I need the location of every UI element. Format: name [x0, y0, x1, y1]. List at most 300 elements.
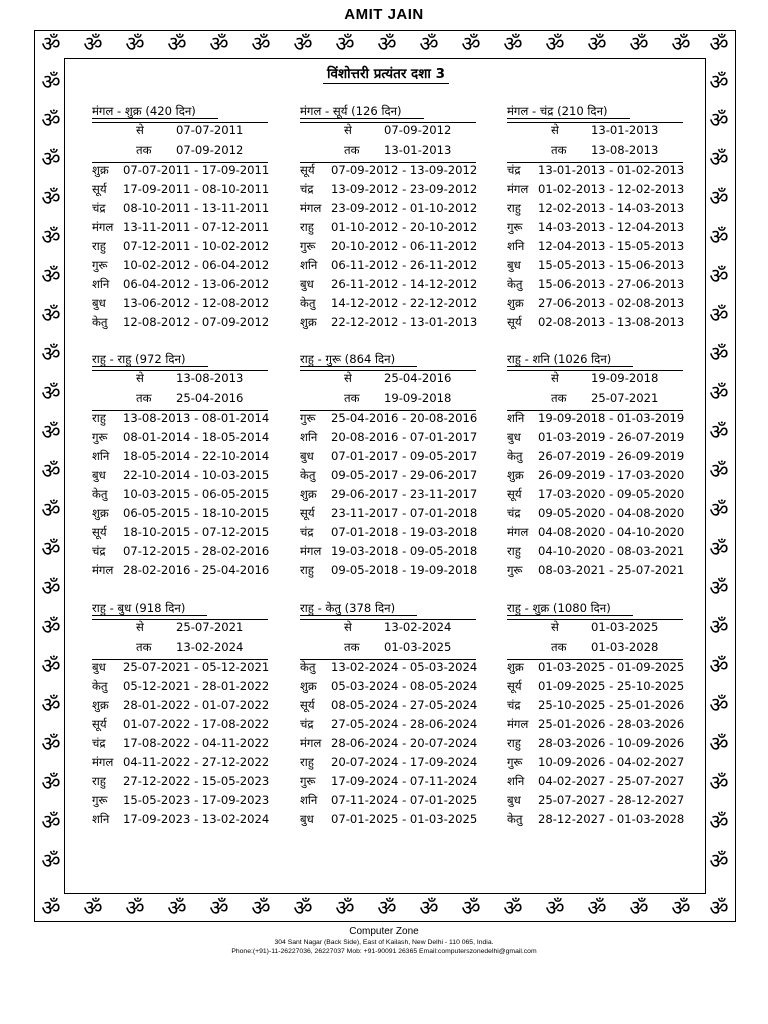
from-row — [136, 620, 243, 635]
period-dates: 17-09-2024 - 07-11-2024 — [331, 774, 478, 788]
planet-name: गुरू — [507, 755, 523, 769]
om-symbol-bottom: ॐ — [629, 896, 649, 920]
planet-name: मंगल — [92, 220, 114, 234]
from-row-date: 01-03-2025 — [591, 620, 659, 634]
period-dates: 13-09-2012 - 23-09-2012 — [331, 182, 478, 196]
period-row — [92, 563, 269, 578]
om-symbol-bottom: ॐ — [709, 896, 729, 920]
period-dates: 07-01-2025 - 01-03-2025 — [331, 812, 478, 826]
from-row-date: 13-02-2024 — [384, 620, 452, 634]
to-row-label: तक — [344, 391, 360, 405]
period-row — [92, 793, 269, 808]
divider-line — [300, 122, 476, 123]
from-row-label: से — [136, 620, 144, 634]
period-row — [92, 430, 269, 445]
om-symbol-bottom: ॐ — [503, 896, 523, 920]
from-row — [551, 123, 658, 138]
block-title — [92, 601, 207, 616]
period-row — [300, 525, 477, 540]
period-row — [507, 525, 684, 540]
om-symbol-left: ॐ — [41, 342, 61, 366]
to-row — [551, 143, 658, 158]
from-row — [344, 371, 451, 386]
period-dates: 12-04-2013 - 15-05-2013 — [538, 239, 685, 253]
period-dates: 14-03-2013 - 12-04-2013 — [538, 220, 685, 234]
divider-line — [300, 619, 476, 620]
period-dates: 15-05-2023 - 17-09-2023 — [123, 793, 270, 807]
to-row-date: 25-07-2021 — [591, 391, 659, 405]
om-symbol-right: ॐ — [709, 420, 729, 444]
period-row — [300, 296, 477, 311]
period-row — [507, 544, 684, 559]
period-row — [300, 277, 477, 292]
planet-name: शनि — [92, 277, 110, 291]
planet-name: गुरू — [507, 563, 523, 577]
period-row — [507, 296, 684, 311]
to-row-label: तक — [136, 143, 152, 157]
block-title — [300, 352, 417, 367]
period-dates: 19-09-2018 - 01-03-2019 — [538, 411, 685, 425]
period-dates: 08-01-2014 - 18-05-2014 — [123, 430, 270, 444]
to-row-date: 13-02-2024 — [176, 640, 244, 654]
period-dates: 10-09-2026 - 04-02-2027 — [538, 755, 685, 769]
block-title — [300, 601, 417, 616]
om-symbol-bottom: ॐ — [587, 896, 607, 920]
period-row — [300, 544, 477, 559]
period-dates: 01-07-2022 - 17-08-2022 — [123, 717, 270, 731]
om-symbol-bottom: ॐ — [251, 896, 271, 920]
period-dates: 26-07-2019 - 26-09-2019 — [538, 449, 685, 463]
planet-name: बुध — [92, 660, 106, 674]
period-row — [300, 411, 477, 426]
period-row — [507, 717, 684, 732]
period-row — [507, 506, 684, 521]
om-symbol-top: ॐ — [503, 32, 523, 56]
to-row — [344, 391, 451, 406]
planet-name: चंद्र — [92, 201, 106, 215]
period-dates: 28-01-2022 - 01-07-2022 — [123, 698, 270, 712]
planet-name: केतु — [507, 449, 523, 463]
planet-name: सूर्य — [300, 506, 315, 520]
period-row — [300, 563, 477, 578]
om-symbol-bottom: ॐ — [545, 896, 565, 920]
document-heading — [306, 64, 466, 82]
om-symbol-top: ॐ — [587, 32, 607, 56]
planet-name: शनि — [300, 258, 318, 272]
om-symbol-bottom: ॐ — [293, 896, 313, 920]
planet-name: शनि — [507, 411, 525, 425]
period-dates: 27-06-2013 - 02-08-2013 — [538, 296, 685, 310]
om-symbol-left: ॐ — [41, 576, 61, 600]
om-symbol-top: ॐ — [419, 32, 439, 56]
planet-name: गुरू — [300, 774, 316, 788]
planet-name: शुक्र — [300, 315, 317, 329]
period-row — [300, 487, 477, 502]
planet-name: मंगल — [300, 544, 322, 558]
to-row-label: तक — [551, 640, 567, 654]
block-title-text: मंगल - शुक्र (420 दिन) — [92, 104, 218, 119]
planet-name: राहु — [300, 755, 314, 769]
om-symbol-right: ॐ — [709, 303, 729, 327]
om-symbol-bottom: ॐ — [41, 896, 61, 920]
period-row — [92, 239, 269, 254]
planet-name: चंद्र — [92, 736, 106, 750]
planet-name: गुरू — [300, 239, 316, 253]
period-row — [92, 201, 269, 216]
from-row-date: 19-09-2018 — [591, 371, 659, 385]
period-dates: 06-11-2012 - 26-11-2012 — [331, 258, 478, 272]
divider-line — [300, 370, 476, 371]
block-title-text: राहु - केतु (378 दिन) — [300, 601, 417, 616]
planet-name: सूर्य — [507, 679, 522, 693]
period-dates: 25-07-2021 - 05-12-2021 — [123, 660, 270, 674]
planet-name: गुरू — [92, 793, 108, 807]
om-symbol-left: ॐ — [41, 381, 61, 405]
planet-name: मंगल — [92, 755, 114, 769]
period-dates: 13-11-2011 - 07-12-2011 — [123, 220, 270, 234]
period-dates: 06-04-2012 - 13-06-2012 — [123, 277, 270, 291]
om-symbol-top: ॐ — [377, 32, 397, 56]
from-row — [551, 371, 658, 386]
planet-name: शुक्र — [507, 660, 524, 674]
from-row-label: से — [344, 371, 352, 385]
period-dates: 02-08-2013 - 13-08-2013 — [538, 315, 685, 329]
period-row — [507, 163, 684, 178]
from-row — [551, 620, 658, 635]
from-row-label: से — [136, 123, 144, 137]
period-dates: 05-12-2021 - 28-01-2022 — [123, 679, 270, 693]
period-row — [507, 755, 684, 770]
block-title — [507, 104, 630, 119]
planet-name: शुक्र — [300, 487, 317, 501]
period-dates: 06-05-2015 - 18-10-2015 — [123, 506, 270, 520]
to-row — [551, 640, 658, 655]
period-dates: 07-09-2012 - 13-09-2012 — [331, 163, 478, 177]
om-symbol-top: ॐ — [709, 32, 729, 56]
planet-name: बुध — [92, 296, 106, 310]
om-symbol-right: ॐ — [709, 537, 729, 561]
period-dates: 07-11-2024 - 07-01-2025 — [331, 793, 478, 807]
om-symbol-top: ॐ — [671, 32, 691, 56]
period-dates: 28-03-2026 - 10-09-2026 — [538, 736, 685, 750]
om-symbol-bottom: ॐ — [167, 896, 187, 920]
block-title-text: राहु - बुध (918 दिन) — [92, 601, 207, 616]
period-dates: 15-05-2013 - 15-06-2013 — [538, 258, 685, 272]
divider-line — [507, 122, 683, 123]
period-row — [507, 430, 684, 445]
period-row — [300, 506, 477, 521]
period-dates: 12-08-2012 - 07-09-2012 — [123, 315, 270, 329]
om-symbol-left: ॐ — [41, 264, 61, 288]
period-row — [300, 201, 477, 216]
om-symbol-right: ॐ — [709, 693, 729, 717]
period-dates: 07-01-2018 - 19-03-2018 — [331, 525, 478, 539]
om-symbol-top: ॐ — [293, 32, 313, 56]
period-row — [300, 793, 477, 808]
om-symbol-right: ॐ — [709, 654, 729, 678]
to-row — [136, 143, 243, 158]
block-title-text: राहु - गुरू (864 दिन) — [300, 352, 417, 367]
planet-name: शनि — [92, 812, 110, 826]
om-symbol-bottom: ॐ — [209, 896, 229, 920]
to-row — [136, 640, 243, 655]
footer-address: 304 Sant Nagar (Back Side), East of Kailash, New Delhi - 110 065, India. — [274, 939, 494, 946]
heading-text: विंशोत्तरी प्रत्यंतर दशा 3 — [323, 66, 449, 84]
planet-name: मंगल — [507, 717, 529, 731]
period-dates: 25-01-2026 - 28-03-2026 — [538, 717, 685, 731]
period-row — [92, 525, 269, 540]
planet-name: चंद्र — [507, 506, 521, 520]
period-dates: 20-07-2024 - 17-09-2024 — [331, 755, 478, 769]
om-symbol-top: ॐ — [251, 32, 271, 56]
to-row-date: 19-09-2018 — [384, 391, 452, 405]
period-dates: 17-09-2023 - 13-02-2024 — [123, 812, 270, 826]
om-symbol-right: ॐ — [709, 459, 729, 483]
planet-name: सूर्य — [92, 525, 107, 539]
block-title — [507, 601, 633, 616]
period-row — [507, 793, 684, 808]
block-title-text: राहु - राहु (972 दिन) — [92, 352, 208, 367]
planet-name: राहु — [507, 544, 521, 558]
om-symbol-left: ॐ — [41, 654, 61, 678]
planet-name: केतु — [300, 660, 316, 674]
period-row — [300, 812, 477, 827]
period-row — [300, 182, 477, 197]
om-symbol-top: ॐ — [545, 32, 565, 56]
footer-contact: Phone:(+91)-11-26227036, 26227037 Mob: +91-90091 26365 Email:computerszonedelhi@gmail.com — [231, 948, 537, 955]
planet-name: शुक्र — [92, 698, 109, 712]
period-row — [507, 277, 684, 292]
planet-name: सूर्य — [507, 315, 522, 329]
planet-name: शुक्र — [300, 679, 317, 693]
period-row — [507, 774, 684, 789]
planet-name: चंद्र — [300, 182, 314, 196]
om-symbol-right: ॐ — [709, 70, 729, 94]
to-row-label: तक — [344, 640, 360, 654]
period-row — [300, 163, 477, 178]
planet-name: मंगल — [507, 525, 529, 539]
divider-line — [92, 370, 268, 371]
om-symbol-bottom: ॐ — [125, 896, 145, 920]
period-dates: 09-05-2020 - 04-08-2020 — [538, 506, 685, 520]
to-row-label: तक — [551, 143, 567, 157]
block-title-text: राहु - शनि (1026 दिन) — [507, 352, 633, 367]
period-row — [300, 679, 477, 694]
planet-name: शनि — [300, 793, 318, 807]
om-symbol-right: ॐ — [709, 225, 729, 249]
planet-name: केतु — [92, 679, 108, 693]
period-row — [300, 430, 477, 445]
period-row — [507, 201, 684, 216]
planet-name: शुक्र — [92, 163, 109, 177]
period-row — [92, 506, 269, 521]
period-row — [92, 487, 269, 502]
period-dates: 09-05-2017 - 29-06-2017 — [331, 468, 478, 482]
period-dates: 23-09-2012 - 01-10-2012 — [331, 201, 478, 215]
period-row — [300, 220, 477, 235]
period-dates: 28-12-2027 - 01-03-2028 — [538, 812, 685, 826]
om-symbol-right: ॐ — [709, 732, 729, 756]
footer — [0, 926, 768, 956]
planet-name: गुरू — [92, 430, 108, 444]
period-row — [92, 315, 269, 330]
from-row-date: 25-04-2016 — [384, 371, 452, 385]
om-symbol-top: ॐ — [461, 32, 481, 56]
period-dates: 13-01-2013 - 01-02-2013 — [538, 163, 685, 177]
planet-name: सूर्य — [300, 163, 315, 177]
period-row — [507, 258, 684, 273]
planet-name: मंगल — [300, 201, 322, 215]
om-symbol-left: ॐ — [41, 420, 61, 444]
planet-name: राहु — [507, 201, 521, 215]
period-dates: 23-11-2017 - 07-01-2018 — [331, 506, 478, 520]
block-title-text: राहु - शुक्र (1080 दिन) — [507, 601, 633, 616]
from-row-date: 13-08-2013 — [176, 371, 244, 385]
from-row-date: 25-07-2021 — [176, 620, 244, 634]
period-dates: 25-04-2016 - 20-08-2016 — [331, 411, 478, 425]
om-symbol-bottom: ॐ — [335, 896, 355, 920]
om-symbol-left: ॐ — [41, 186, 61, 210]
period-row — [92, 296, 269, 311]
period-row — [300, 755, 477, 770]
from-row-label: से — [344, 620, 352, 634]
period-dates: 19-03-2018 - 09-05-2018 — [331, 544, 478, 558]
block-title-text: मंगल - चंद्र (210 दिन) — [507, 104, 630, 119]
period-row — [300, 315, 477, 330]
period-row — [92, 774, 269, 789]
planet-name: केतु — [300, 296, 316, 310]
om-symbol-right: ॐ — [709, 849, 729, 873]
om-symbol-right: ॐ — [709, 342, 729, 366]
period-dates: 12-02-2013 - 14-03-2013 — [538, 201, 685, 215]
period-dates: 25-07-2027 - 28-12-2027 — [538, 793, 685, 807]
period-dates: 29-06-2017 - 23-11-2017 — [331, 487, 478, 501]
period-dates: 22-12-2012 - 13-01-2013 — [331, 315, 478, 329]
period-row — [300, 736, 477, 751]
divider-line — [507, 619, 683, 620]
period-row — [300, 258, 477, 273]
divider-line — [92, 619, 268, 620]
om-symbol-bottom: ॐ — [419, 896, 439, 920]
planet-name: शुक्र — [92, 506, 109, 520]
planet-name: चंद्र — [300, 717, 314, 731]
om-symbol-left: ॐ — [41, 615, 61, 639]
planet-name: मंगल — [300, 736, 322, 750]
om-symbol-left: ॐ — [41, 810, 61, 834]
planet-name: शुक्र — [507, 296, 524, 310]
planet-name: सूर्य — [92, 717, 107, 731]
planet-name: सूर्य — [300, 698, 315, 712]
om-symbol-left: ॐ — [41, 303, 61, 327]
period-dates: 18-05-2014 - 22-10-2014 — [123, 449, 270, 463]
planet-name: केतु — [92, 315, 108, 329]
om-symbol-left: ॐ — [41, 849, 61, 873]
period-dates: 10-02-2012 - 06-04-2012 — [123, 258, 270, 272]
to-row — [344, 640, 451, 655]
period-row — [507, 563, 684, 578]
period-dates: 27-05-2024 - 28-06-2024 — [331, 717, 478, 731]
planet-name: शनि — [507, 774, 525, 788]
planet-name: राहु — [300, 563, 314, 577]
planet-name: केतु — [507, 812, 523, 826]
om-symbol-right: ॐ — [709, 108, 729, 132]
period-row — [92, 717, 269, 732]
planet-name: चंद्र — [507, 698, 521, 712]
footer-company-name: Computer Zone — [349, 926, 419, 937]
period-row — [92, 660, 269, 675]
block-title — [507, 352, 633, 367]
from-row — [136, 371, 243, 386]
planet-name: बुध — [300, 449, 314, 463]
to-row-date: 01-03-2025 — [384, 640, 452, 654]
period-dates: 07-12-2015 - 28-02-2016 — [123, 544, 270, 558]
to-row-date: 25-04-2016 — [176, 391, 244, 405]
om-symbol-left: ॐ — [41, 771, 61, 795]
period-dates: 17-09-2011 - 08-10-2011 — [123, 182, 270, 196]
period-dates: 08-10-2011 - 13-11-2011 — [123, 201, 270, 215]
from-row-date: 13-01-2013 — [591, 123, 659, 137]
planet-name: राहु — [92, 411, 106, 425]
period-dates: 01-09-2025 - 25-10-2025 — [538, 679, 685, 693]
om-symbol-left: ॐ — [41, 693, 61, 717]
om-symbol-top: ॐ — [335, 32, 355, 56]
period-dates: 04-02-2027 - 25-07-2027 — [538, 774, 685, 788]
om-symbol-left: ॐ — [41, 70, 61, 94]
om-symbol-left: ॐ — [41, 459, 61, 483]
to-row-date: 01-03-2028 — [591, 640, 659, 654]
period-dates: 01-10-2012 - 20-10-2012 — [331, 220, 478, 234]
planet-name: बुध — [92, 468, 106, 482]
period-row — [507, 449, 684, 464]
period-row — [300, 449, 477, 464]
period-dates: 17-08-2022 - 04-11-2022 — [123, 736, 270, 750]
planet-name: बुध — [507, 430, 521, 444]
period-dates: 25-10-2025 - 25-01-2026 — [538, 698, 685, 712]
period-row — [300, 698, 477, 713]
planet-name: गुरू — [92, 258, 108, 272]
period-dates: 28-06-2024 - 20-07-2024 — [331, 736, 478, 750]
planet-name: राहु — [507, 736, 521, 750]
om-symbol-right: ॐ — [709, 771, 729, 795]
planet-name: केतु — [92, 487, 108, 501]
period-dates: 14-12-2012 - 22-12-2012 — [331, 296, 478, 310]
planet-name: चंद्र — [92, 544, 106, 558]
period-row — [92, 755, 269, 770]
period-dates: 26-09-2019 - 17-03-2020 — [538, 468, 685, 482]
to-row-date: 07-09-2012 — [176, 143, 244, 157]
om-symbol-bottom: ॐ — [461, 896, 481, 920]
period-row — [507, 660, 684, 675]
planet-name: सूर्य — [92, 182, 107, 196]
to-row — [136, 391, 243, 406]
period-row — [92, 736, 269, 751]
planet-name: बुध — [507, 793, 521, 807]
period-row — [507, 239, 684, 254]
period-row — [507, 487, 684, 502]
planet-name: केतु — [507, 277, 523, 291]
om-symbol-top: ॐ — [41, 32, 61, 56]
om-symbol-left: ॐ — [41, 225, 61, 249]
period-row — [507, 182, 684, 197]
from-row-label: से — [344, 123, 352, 137]
planet-name: शनि — [507, 239, 525, 253]
from-row — [136, 123, 243, 138]
om-symbol-top: ॐ — [125, 32, 145, 56]
planet-name: सूर्य — [507, 487, 522, 501]
to-row-label: तक — [551, 391, 567, 405]
period-dates: 01-02-2013 - 12-02-2013 — [538, 182, 685, 196]
period-dates: 17-03-2020 - 09-05-2020 — [538, 487, 685, 501]
